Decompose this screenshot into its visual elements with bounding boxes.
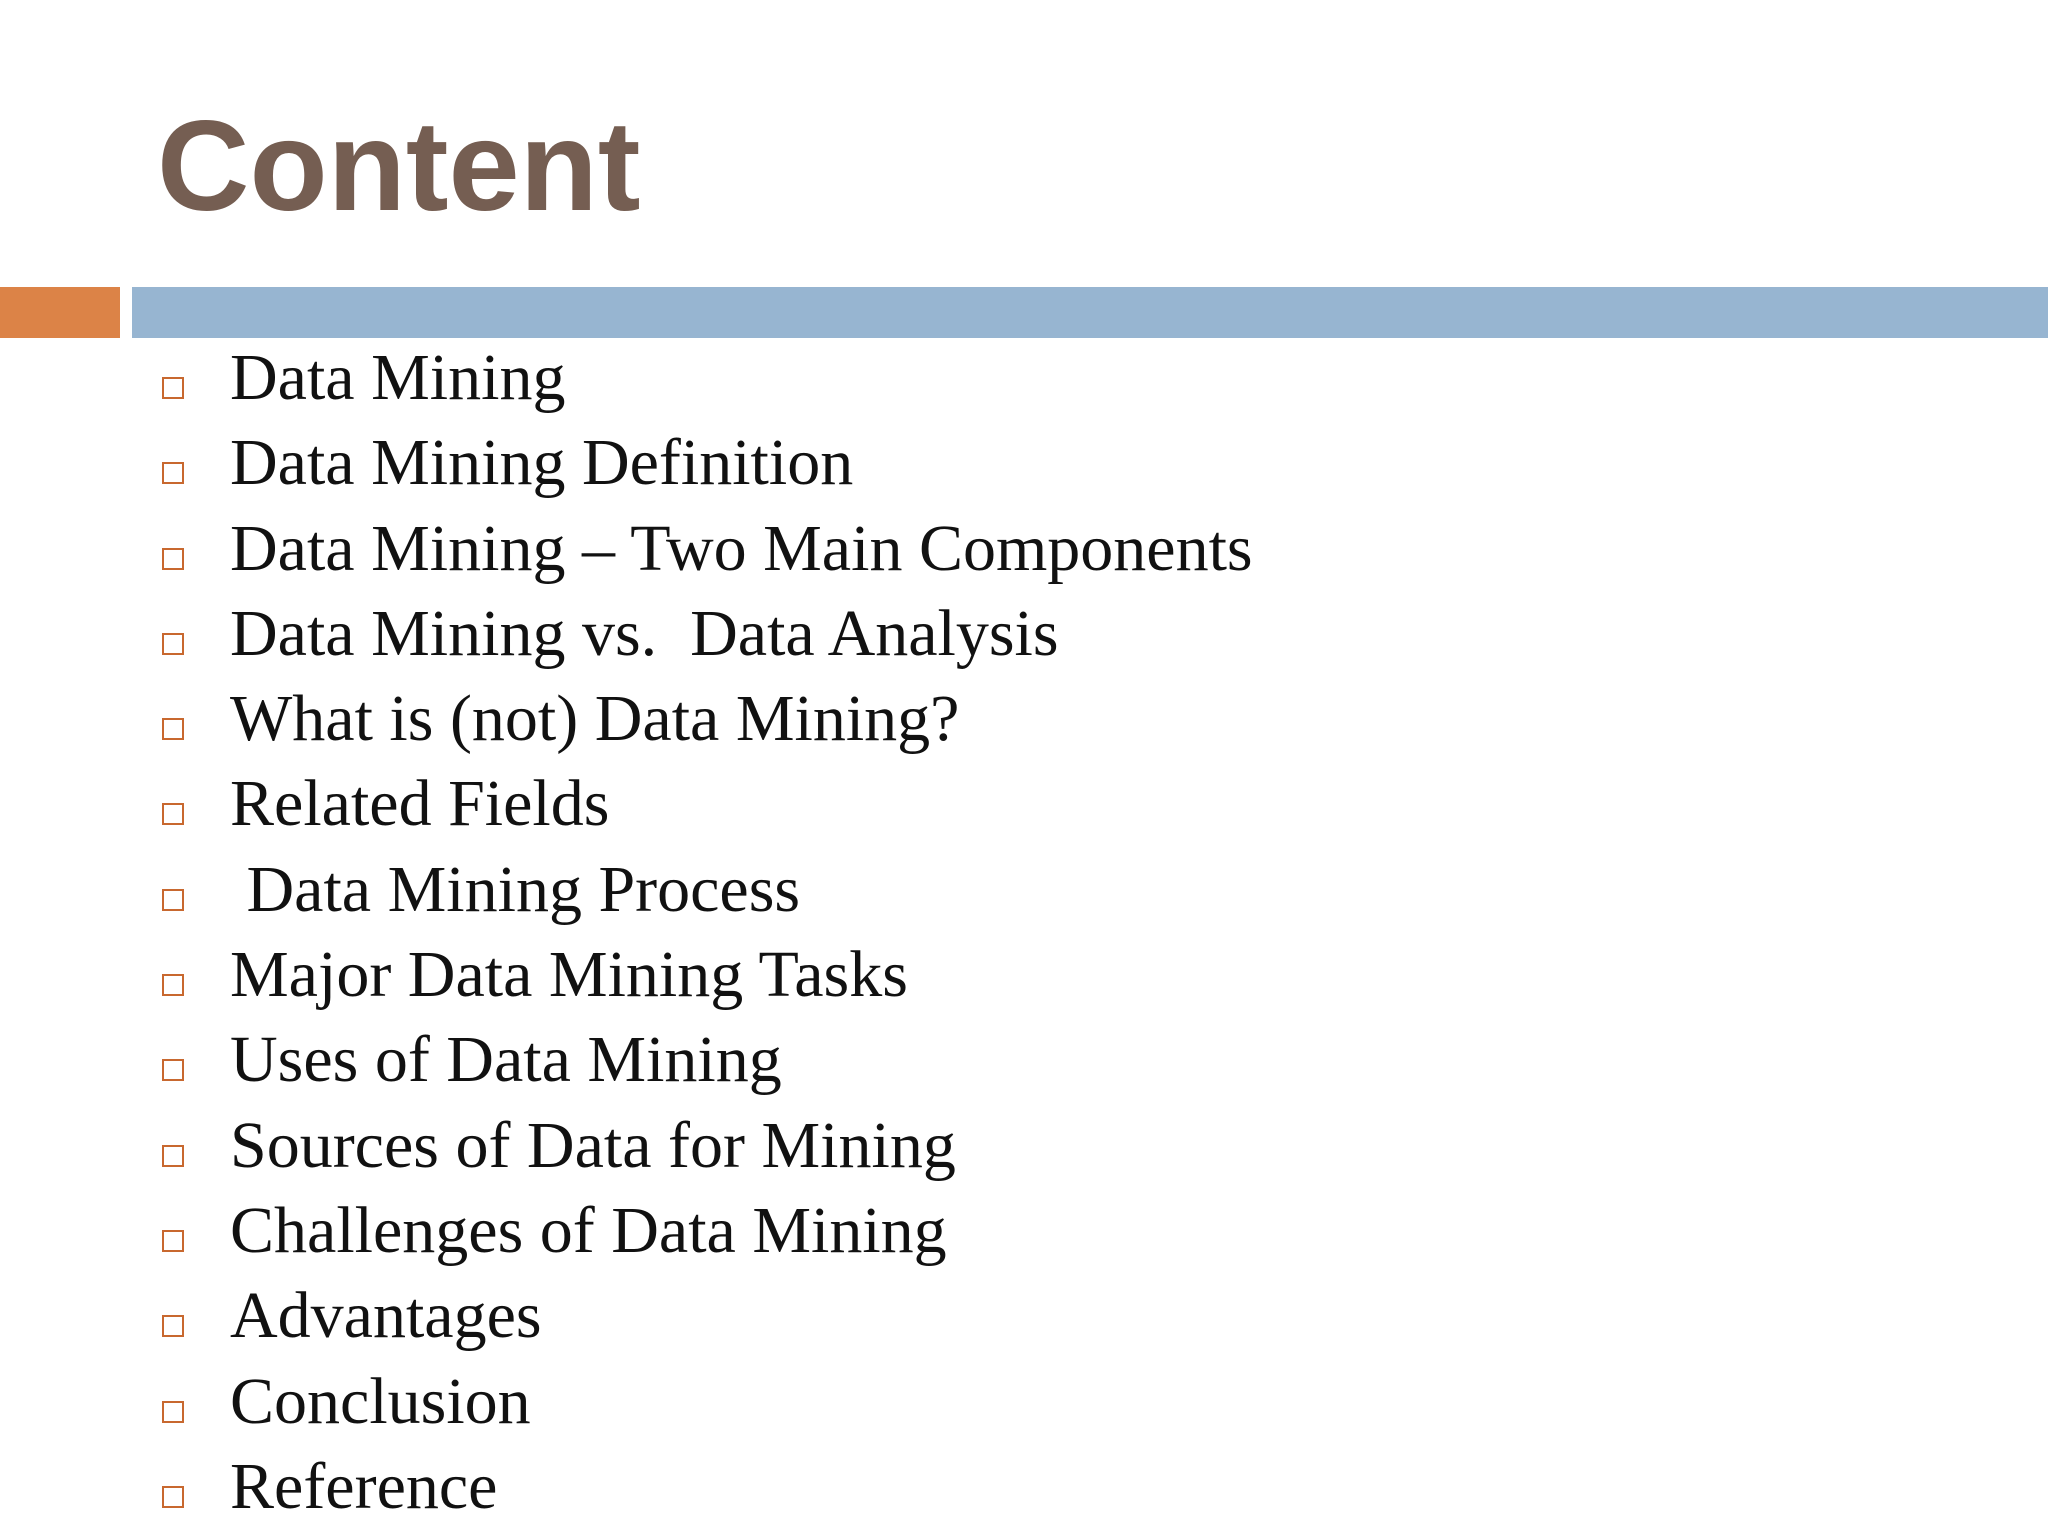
hollow-square-icon [162,1315,184,1337]
hollow-square-icon [162,462,184,484]
hollow-square-icon [162,1230,184,1252]
list-item-label: Major Data Mining Tasks [230,938,908,1012]
hollow-square-icon [162,718,184,740]
list-item-label: Data Mining – Two Main Components [230,511,1253,585]
list-item-label: Sources of Data for Mining [230,1108,956,1182]
hollow-square-icon [162,889,184,911]
hollow-square-icon [162,633,184,655]
list-item-label: Advantages [230,1279,542,1353]
hollow-square-icon [162,1401,184,1423]
list-item-label: Uses of Data Mining [230,1023,782,1097]
hollow-square-icon [162,1059,184,1081]
list-item-label: Data Mining [230,341,566,414]
slide-title: Content [157,95,641,238]
list-item-label: Data Mining vs. Data Analysis [230,596,1059,670]
list-item-label: Data Mining Definition [230,426,854,500]
hollow-square-icon [162,803,184,825]
list-item-label: Data Mining Process [230,852,801,926]
list-item-label: Challenges of Data Mining [230,1193,947,1267]
hollow-square-icon [162,974,184,996]
list-item-label: Conclusion [230,1364,531,1438]
hollow-square-icon [162,548,184,570]
title-divider-bar [132,287,2048,338]
list-item-label: What is (not) Data Mining? [230,682,960,756]
hollow-square-icon [162,1486,184,1508]
list-item-label: Related Fields [230,767,610,841]
hollow-square-icon [162,1145,184,1167]
title-accent-bar [0,287,120,338]
hollow-square-icon [162,377,184,399]
list-item-label: Reference [230,1449,498,1523]
